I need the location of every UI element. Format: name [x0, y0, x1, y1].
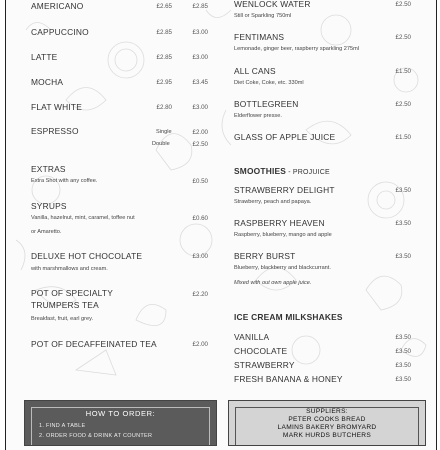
how-to-order-title: HOW TO ORDER: — [85, 409, 156, 418]
strawberry-delight-price: £3.50 — [395, 187, 411, 194]
suppliers-title: SUPPLIERS: — [306, 408, 348, 415]
hot-chocolate-desc: with marshmallows and cream. — [31, 266, 108, 272]
banana-honey-name: FRESH BANANA & HONEY — [234, 374, 343, 384]
espresso-single-label: Single — [156, 129, 172, 135]
specialty-tea-name-2: TRUMPERS TEA — [31, 300, 99, 310]
mocha-price-large: £3.45 — [192, 79, 208, 86]
mocha-name: MOCHA — [31, 77, 64, 87]
bottlegreen-name: BOTTLEGREEN — [234, 99, 299, 109]
flat-white-price-small: £2.80 — [156, 104, 172, 111]
cappuccino-price-large: £3.00 — [192, 29, 208, 36]
smoothies-heading — [234, 166, 330, 176]
wenlock-name: WENLOCK WATER — [234, 0, 311, 9]
supplier-line-2: LAMINS BAKERY BROMYARD — [277, 424, 377, 431]
smoothies-title: SMOOTHIES — [234, 166, 287, 176]
espresso-double-label: Double — [152, 141, 170, 147]
specialty-tea-price: £2.20 — [192, 291, 208, 298]
strawberry-delight-desc: Strawberry, peach and papaya. — [234, 199, 312, 205]
banana-honey-price: £3.50 — [395, 376, 411, 383]
syrups-price: £0.60 — [192, 215, 208, 222]
how-to-order-step-1: 1. FIND A TABLE — [39, 423, 86, 429]
milkshakes-heading: ICE CREAM MILKSHAKES — [234, 312, 343, 322]
strawberry-delight-name: STRAWBERRY DELIGHT — [234, 185, 335, 195]
syrups-desc-2: or Amaretto. — [31, 229, 62, 235]
raspberry-heaven-name: RASPBERRY HEAVEN — [234, 218, 325, 228]
all-cans-desc: Diet Coke, Coke, etc. 330ml — [234, 80, 304, 86]
how-to-order-step-2: 2. ORDER FOOD & DRINK AT COUNTER — [39, 433, 153, 439]
americano-price-small: £2.65 — [156, 3, 172, 10]
raspberry-heaven-price: £3.50 — [395, 220, 411, 227]
latte-price-large: £3.00 — [192, 54, 208, 61]
food-sketch-background — [6, 0, 436, 450]
bottlegreen-price: £2.50 — [395, 101, 411, 108]
berry-burst-name: BERRY BURST — [234, 251, 296, 261]
chocolate-name: CHOCOLATE — [234, 346, 288, 356]
espresso-name: ESPRESSO — [31, 126, 79, 136]
bottlegreen-desc: Elderflower presse. — [234, 113, 282, 119]
latte-price-small: £2.85 — [156, 54, 172, 61]
mixed-note: Mixed with out own apple juice. — [234, 280, 312, 286]
syrups-desc-1: Vanilla, hazelnut, mint, caramel, toffee nut — [31, 215, 135, 221]
all-cans-price: £1.50 — [395, 68, 411, 75]
wenlock-desc: Still or Sparkling 750ml — [234, 13, 292, 19]
decaf-tea-name: POT OF DECAFFEINATED TEA — [31, 339, 157, 349]
menu-page — [5, 0, 437, 450]
hot-chocolate-price: £3.00 — [192, 253, 208, 260]
strawberry-price: £3.50 — [395, 362, 411, 369]
smoothies-subtitle: - PROJUICE — [286, 169, 330, 176]
cappuccino-name: CAPPUCCINO — [31, 27, 89, 37]
extras-price: £0.50 — [192, 178, 208, 185]
specialty-tea-name-1: POT OF SPECIALTY — [31, 288, 114, 298]
berry-burst-desc: Blueberry, blackberry and blackcurrant. — [234, 265, 331, 271]
specialty-tea-desc: Breakfast, fruit, earl grey. — [31, 316, 94, 322]
vanilla-name: VANILLA — [234, 332, 270, 342]
apple-juice-name: GLASS OF APPLE JUICE — [234, 132, 336, 142]
berry-burst-price: £3.50 — [395, 253, 411, 260]
chocolate-price: £3.50 — [395, 348, 411, 355]
latte-name: LATTE — [31, 52, 58, 62]
decaf-tea-price: £2.00 — [192, 341, 208, 348]
suppliers-box — [228, 400, 426, 446]
supplier-line-1: PETER COOKS BREAD — [288, 416, 366, 423]
fentimans-price: £2.50 — [395, 34, 411, 41]
mocha-price-small: £2.95 — [156, 79, 172, 86]
americano-name: AMERICANO — [31, 1, 84, 11]
hot-chocolate-name: DELUXE HOT CHOCOLATE — [31, 251, 143, 261]
espresso-double-price: £2.50 — [192, 141, 208, 148]
wenlock-price: £2.50 — [395, 1, 411, 8]
syrups-name: SYRUPS — [31, 201, 67, 211]
how-to-order-box — [24, 400, 217, 446]
all-cans-name: ALL CANS — [234, 66, 276, 76]
raspberry-heaven-desc: Raspberry, blueberry, mango and apple — [234, 232, 332, 238]
extras-name: EXTRAS — [31, 164, 66, 174]
vanilla-price: £3.50 — [395, 334, 411, 341]
fentimans-name: FENTIMANS — [234, 32, 285, 42]
americano-price-large: £2.85 — [192, 3, 208, 10]
flat-white-name: FLAT WHITE — [31, 102, 83, 112]
fentimans-desc: Lemonade, ginger beer, raspberry sparkling 275ml — [234, 46, 359, 52]
apple-juice-price: £1.50 — [395, 134, 411, 141]
extras-desc: Extra Shot with any coffee. — [31, 178, 98, 184]
supplier-line-3: MARK HURDS BUTCHERS — [282, 432, 372, 439]
espresso-single-price: £2.00 — [192, 129, 208, 136]
strawberry-name: STRAWBERRY — [234, 360, 295, 370]
flat-white-price-large: £3.00 — [192, 104, 208, 111]
cappuccino-price-small: £2.85 — [156, 29, 172, 36]
